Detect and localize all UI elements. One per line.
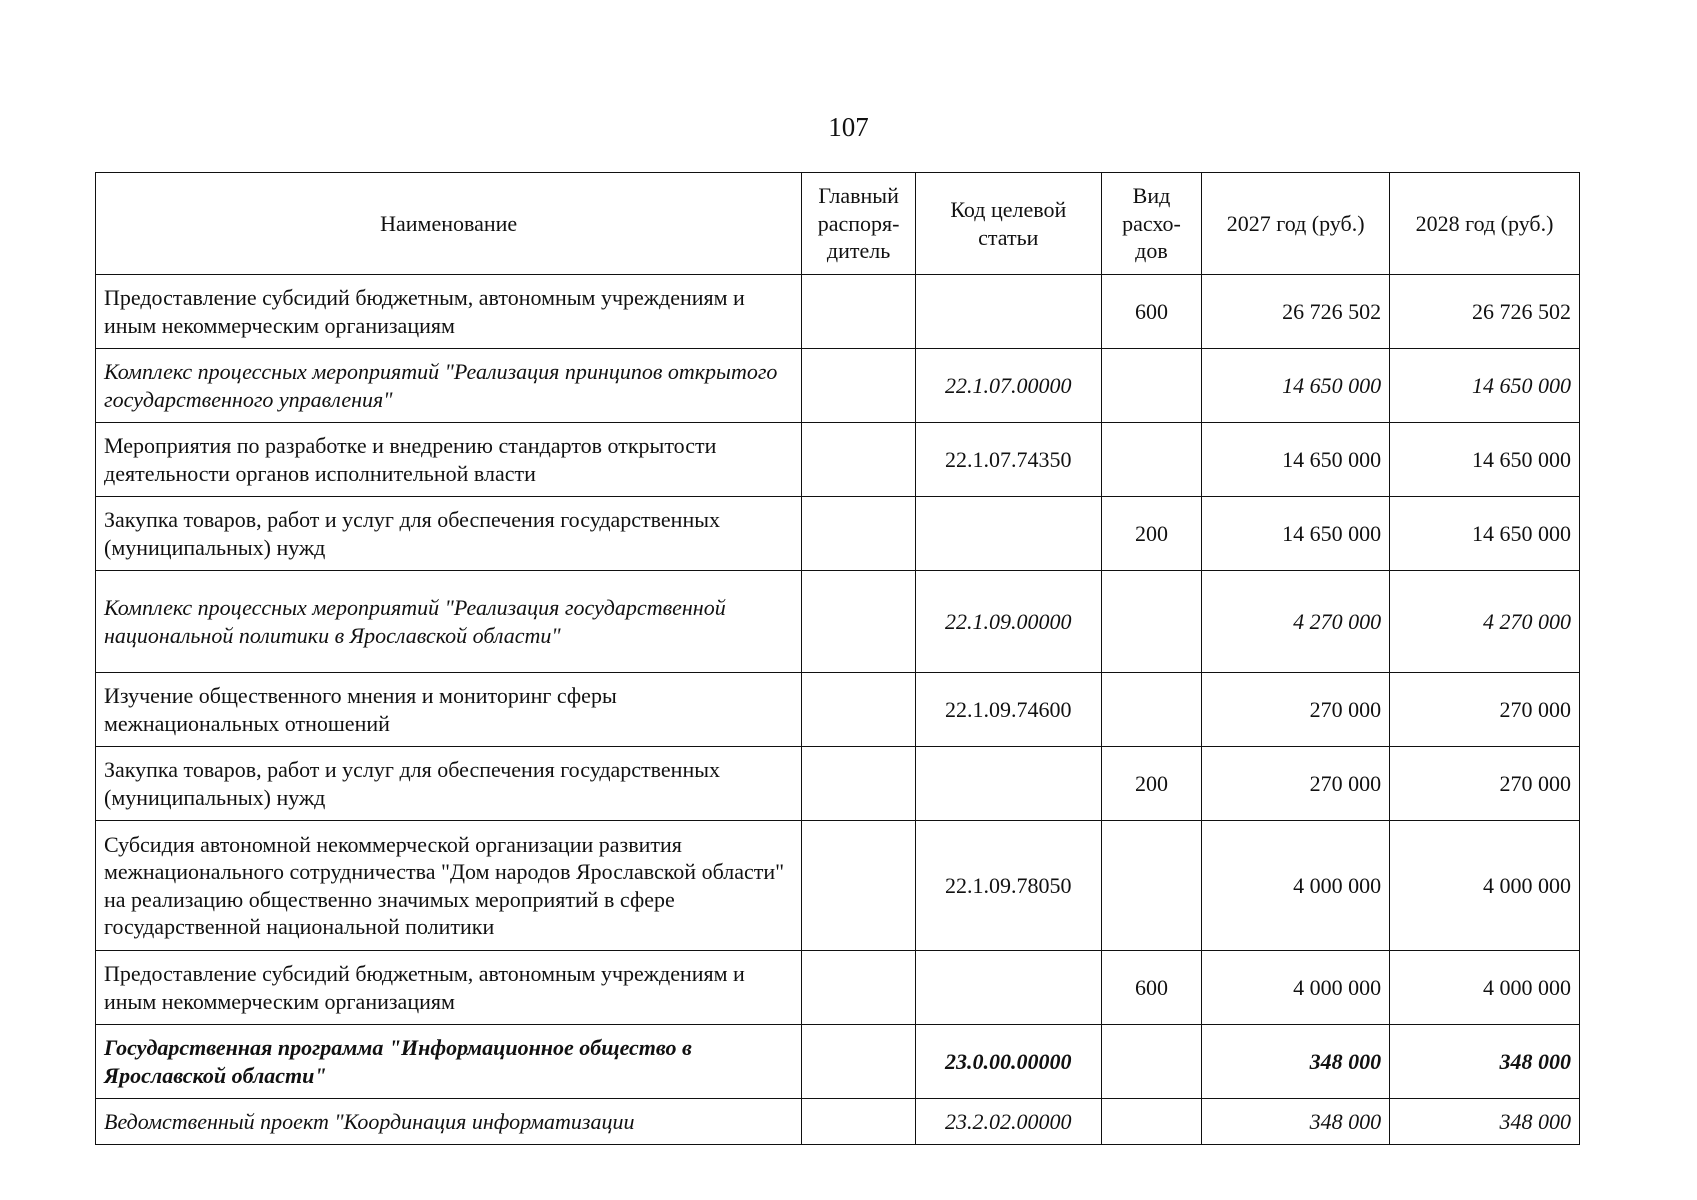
cell-2028: 270 000	[1390, 673, 1580, 747]
cell-code	[915, 747, 1101, 821]
cell-name: Предоставление субсидий бюджетным, автономным учреждениям и иным некоммерческим организациям	[96, 275, 802, 349]
table-row	[96, 571, 1580, 673]
cell-kind: 600	[1101, 275, 1201, 349]
cell-main	[802, 423, 916, 497]
cell-2028: 26 726 502	[1390, 275, 1580, 349]
page-number: 107	[828, 112, 869, 142]
cell-2027: 26 726 502	[1202, 275, 1390, 349]
cell-2028: 4 270 000	[1390, 571, 1580, 673]
cell-2028: 348 000	[1390, 1099, 1580, 1145]
budget-table	[95, 172, 1580, 1145]
cell-name: Комплекс процессных мероприятий "Реализация государственной национальной политики в Ярославской области"	[96, 571, 802, 673]
cell-2027: 348 000	[1202, 1099, 1390, 1145]
cell-main	[802, 747, 916, 821]
cell-name: Предоставление субсидий бюджетным, автономным учреждениям и иным некоммерческим организациям	[96, 951, 802, 1025]
cell-2028: 4 000 000	[1390, 951, 1580, 1025]
table-row	[96, 275, 1580, 349]
table-row	[96, 349, 1580, 423]
header-main-manager: Главный распоря-дитель	[802, 173, 916, 275]
cell-2027: 270 000	[1202, 747, 1390, 821]
cell-main	[802, 497, 916, 571]
cell-kind	[1101, 673, 1201, 747]
cell-2027: 4 000 000	[1202, 951, 1390, 1025]
header-2027: 2027 год (руб.)	[1202, 173, 1390, 275]
cell-main	[802, 571, 916, 673]
cell-main	[802, 275, 916, 349]
table-row	[96, 1025, 1580, 1099]
cell-kind	[1101, 1099, 1201, 1145]
cell-2027: 14 650 000	[1202, 423, 1390, 497]
cell-2028: 14 650 000	[1390, 349, 1580, 423]
cell-code: 22.1.09.74600	[915, 673, 1101, 747]
cell-code: 22.1.07.00000	[915, 349, 1101, 423]
cell-code	[915, 497, 1101, 571]
table-row	[96, 951, 1580, 1025]
table-row	[96, 673, 1580, 747]
cell-kind	[1101, 1025, 1201, 1099]
cell-kind	[1101, 423, 1201, 497]
cell-2027: 14 650 000	[1202, 349, 1390, 423]
cell-name: Мероприятия по разработке и внедрению стандартов открытости деятельности органов исполнительной власти	[96, 423, 802, 497]
cell-2028: 14 650 000	[1390, 423, 1580, 497]
table-row	[96, 497, 1580, 571]
table-row	[96, 423, 1580, 497]
header-kind: Вид расхо-дов	[1101, 173, 1201, 275]
cell-name: Субсидия автономной некоммерческой организации развития межнационального сотрудничества "Дом народов Ярославской области" на реализацию общественно значимых мероприятий в сфере государственной национальной политики	[96, 821, 802, 951]
cell-main	[802, 821, 916, 951]
cell-main	[802, 349, 916, 423]
cell-code	[915, 275, 1101, 349]
cell-name: Изучение общественного мнения и мониторинг сферы межнациональных отношений	[96, 673, 802, 747]
cell-code: 22.1.09.00000	[915, 571, 1101, 673]
cell-name: Ведомственный проект "Координация информатизации	[96, 1099, 802, 1145]
cell-kind: 200	[1101, 497, 1201, 571]
cell-code: 22.1.07.74350	[915, 423, 1101, 497]
table-header-row	[96, 173, 1580, 275]
cell-main	[802, 951, 916, 1025]
cell-2027: 348 000	[1202, 1025, 1390, 1099]
table-row	[96, 821, 1580, 951]
cell-kind: 600	[1101, 951, 1201, 1025]
cell-2027: 4 000 000	[1202, 821, 1390, 951]
cell-2027: 4 270 000	[1202, 571, 1390, 673]
cell-kind	[1101, 349, 1201, 423]
cell-2028: 348 000	[1390, 1025, 1580, 1099]
cell-name: Закупка товаров, работ и услуг для обеспечения государственных (муниципальных) нужд	[96, 497, 802, 571]
header-2028: 2028 год (руб.)	[1390, 173, 1580, 275]
cell-code: 23.0.00.00000	[915, 1025, 1101, 1099]
cell-2027: 270 000	[1202, 673, 1390, 747]
cell-kind	[1101, 821, 1201, 951]
cell-code	[915, 951, 1101, 1025]
cell-2028: 4 000 000	[1390, 821, 1580, 951]
cell-name: Государственная программа "Информационное общество в Ярославской области"	[96, 1025, 802, 1099]
cell-code: 23.2.02.00000	[915, 1099, 1101, 1145]
table-row	[96, 747, 1580, 821]
cell-main	[802, 1099, 916, 1145]
header-code: Код целевой статьи	[915, 173, 1101, 275]
cell-kind: 200	[1101, 747, 1201, 821]
cell-kind	[1101, 571, 1201, 673]
cell-name: Закупка товаров, работ и услуг для обеспечения государственных (муниципальных) нужд	[96, 747, 802, 821]
cell-2028: 270 000	[1390, 747, 1580, 821]
cell-name: Комплекс процессных мероприятий "Реализация принципов открытого государственного управления"	[96, 349, 802, 423]
cell-main	[802, 673, 916, 747]
cell-main	[802, 1025, 916, 1099]
cell-2027: 14 650 000	[1202, 497, 1390, 571]
header-name: Наименование	[96, 173, 802, 275]
cell-code: 22.1.09.78050	[915, 821, 1101, 951]
table-row	[96, 1099, 1580, 1145]
cell-2028: 14 650 000	[1390, 497, 1580, 571]
